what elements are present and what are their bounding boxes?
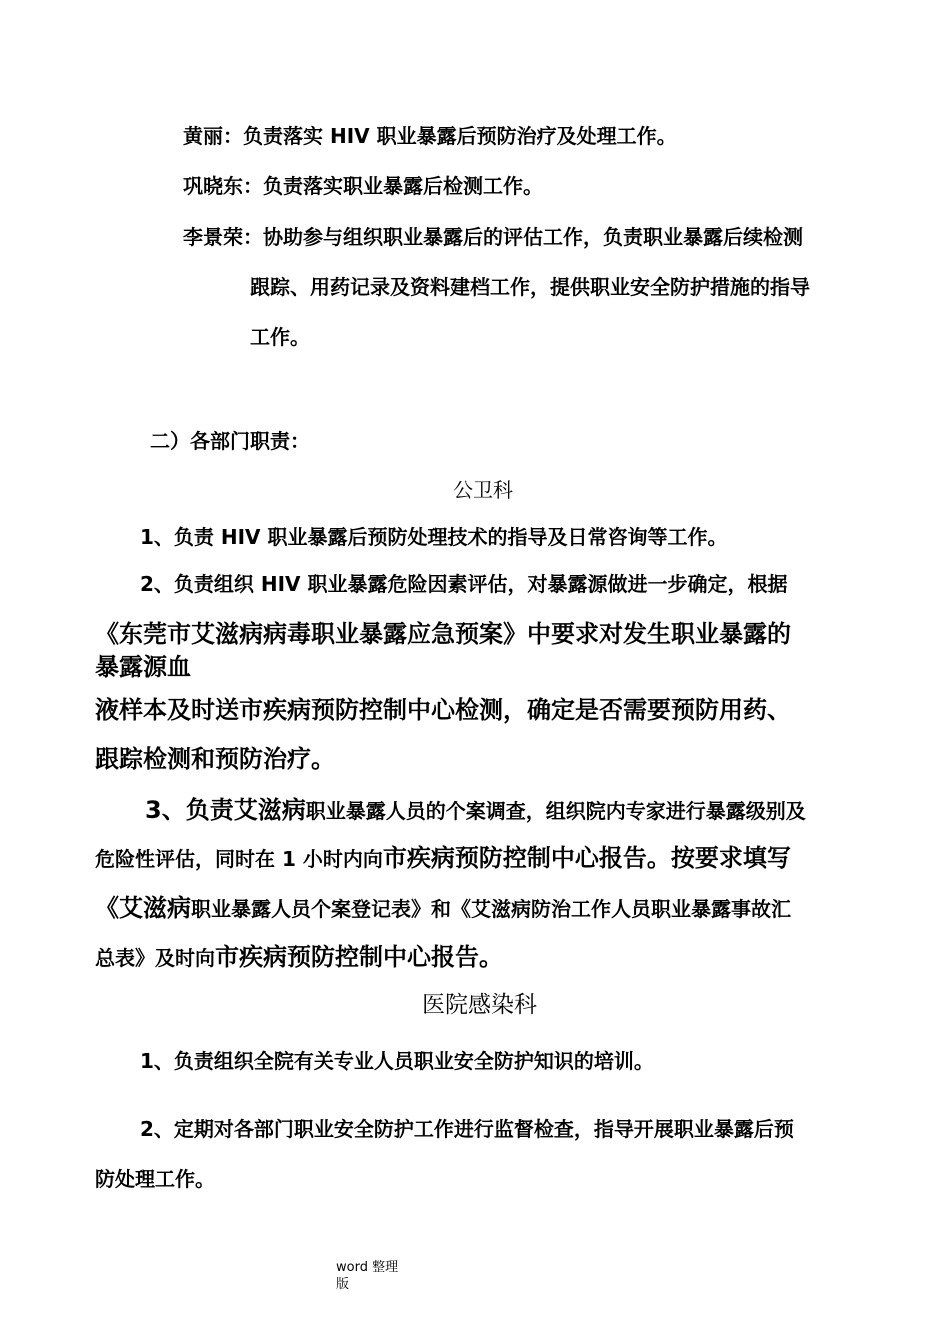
duty-text: 《艾滋病 (95, 894, 191, 922)
section-heading: 二）各部门职责： (150, 429, 310, 453)
duty-item: 2、定期对各部门职业安全防护工作进行监督检查，指导开展职业暴露后预 (140, 1117, 794, 1141)
dept-title: 公卫科 (453, 478, 513, 502)
dept-title: 医院感染科 (422, 992, 537, 1018)
duty-item (95, 937, 503, 972)
duty-text: 职业暴露人员的个案调查，组织院内专家进行暴露级别及 (305, 799, 806, 823)
duty-item: 暴露源血 (95, 653, 191, 681)
duty-text: 市疾病预防控制中心报告。 (215, 943, 503, 971)
officer-line: 黄丽：负责落实 HIV 职业暴露后预防治疗及处理工作。 (183, 124, 677, 148)
duty-item (95, 888, 791, 923)
duty-item: 2、负责组织 HIV 职业暴露危险因素评估，对暴露源做进一步确定，根据 (140, 572, 788, 596)
duty-item: 跟踪检测和预防治疗。 (95, 745, 335, 773)
duty-text: 市疾病预防控制中心报告。按要求填写 (382, 844, 791, 872)
duty-item (145, 790, 806, 825)
officer-line: 工作。 (250, 325, 310, 349)
officer-line: 李景荣：协助参与组织职业暴露后的评估工作，负责职业暴露后续检测 (183, 225, 803, 249)
duty-item: 液样本及时送市疾病预防控制中心检测，确定是否需要预防用药、 (95, 696, 791, 724)
footer-note: word 整理 (336, 1260, 399, 1275)
duty-text: 3、负责艾滋病 (145, 796, 306, 824)
duty-item: 1、负责 HIV 职业暴露后预防处理技术的指导及日常咨询等工作。 (140, 525, 728, 549)
duty-text: 危险性评估，同时在 1 小时内向 (95, 847, 383, 871)
officer-line: 跟踪、用药记录及资料建档工作，提供职业安全防护措施的指导 (250, 275, 810, 299)
duty-text: 职业暴露人员个案登记表》和《艾滋病防治工作人员职业暴露事故汇 (191, 897, 791, 921)
duty-item: 防处理工作。 (95, 1167, 215, 1191)
footer-note: 版 (336, 1277, 350, 1292)
duty-item (95, 838, 791, 873)
duty-item: 《东莞市艾滋病病毒职业暴露应急预案》中要求对发生职业暴露的 (95, 620, 791, 648)
duty-item: 1、负责组织全院有关专业人员职业安全防护知识的培训。 (140, 1049, 654, 1073)
duty-text: 总表》及时向 (95, 946, 215, 970)
officer-line: 巩晓东：负责落实职业暴露后检测工作。 (183, 174, 543, 198)
